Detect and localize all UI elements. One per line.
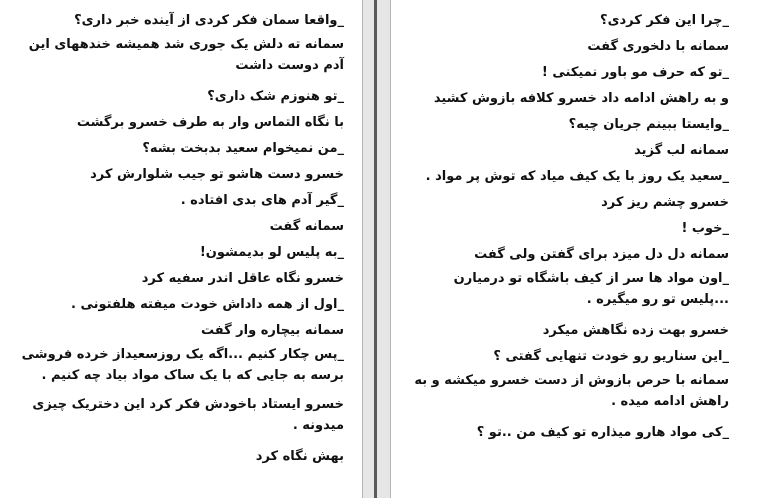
text-line: میدونه .	[292, 418, 344, 433]
text-line: و به راهش ادامه داد خسرو کلافه بازوش کشید	[433, 91, 729, 106]
text-line: _چرا این فکر کردی؟	[600, 13, 729, 28]
text-line: _این سناریو رو خودت تنهایی گفتی ؟	[493, 349, 729, 364]
text-line: _اول از همه داداش خودت میفته هلفتونی .	[70, 297, 344, 312]
text-line: ...پلیس تو رو میگیره .	[586, 292, 729, 307]
text-line: _تو هنوزم شک داری؟	[207, 89, 344, 104]
text-line: خسرو بهت زده نگاهش میکرد	[542, 323, 729, 338]
text-line: خسرو ایستاد باخودش فکر کرد این دختریک چیزی	[32, 397, 344, 412]
text-line: برسه به جایی که با یک ساک مواد بیاد چه کنیم .	[41, 368, 344, 383]
text-line: سمانه بیچاره وار گفت	[200, 323, 344, 338]
text-line: سمانه لب گزید	[634, 143, 729, 158]
text-line: _تو که حرف مو باور نمیکنی !	[541, 65, 729, 80]
text-line: _سعید یک روز با یک کیف میاد که توش پر مواد .	[425, 169, 729, 184]
gutter-divider	[374, 0, 377, 498]
right-page-text	[409, 8, 729, 446]
text-line: سمانه دل دل میزد برای گفتن ولی گفت	[474, 247, 729, 262]
text-line: _وایستا ببینم جریان چیه؟	[568, 117, 729, 132]
text-line: _من نمیخوام سعید بدبخت بشه؟	[142, 141, 344, 156]
text-line: _به پلیس لو بدیمشون!	[199, 245, 344, 260]
text-line: سمانه با حرص بازوش از دست خسرو میکشه و به	[414, 373, 729, 388]
text-line: آدم دوست داشت	[235, 58, 344, 73]
text-line: خسرو چشم ریز کرد	[601, 195, 729, 210]
text-line: _گیر آدم های بدی افتاده .	[180, 193, 344, 208]
text-line: سمانه ته دلش یک جوری شد همیشه خندههای این	[28, 37, 344, 52]
text-line: راهش ادامه میده .	[611, 394, 729, 409]
text-line: خسرو دست هاشو تو جیب شلوارش کرد	[90, 167, 344, 182]
text-line: با نگاه التماس وار به طرف خسرو برگشت	[76, 115, 344, 130]
text-line: سمانه با دلخوری گفت	[587, 39, 729, 54]
text-line: خسرو نگاه عاقل اندر سفیه کرد	[141, 271, 344, 286]
text-line: سمانه گفت	[269, 219, 344, 234]
left-page-text	[14, 8, 344, 470]
left-page	[0, 0, 363, 498]
text-line: _خوب !	[681, 221, 729, 236]
text-line: _کی مواد هارو میذاره تو کیف من ..تو ؟	[476, 425, 729, 440]
text-line: _واقعا سمان فکر کردی از آینده خبر داری؟	[74, 13, 344, 28]
right-page	[390, 0, 763, 498]
text-line: بهش نگاه کرد	[255, 449, 344, 464]
text-line: _اون مواد ها سر از کیف باشگاه تو درمیارن	[453, 271, 729, 286]
text-line: _پس چکار کنیم ...اگه یک روزسعیداز خرده فروشی	[21, 347, 344, 362]
